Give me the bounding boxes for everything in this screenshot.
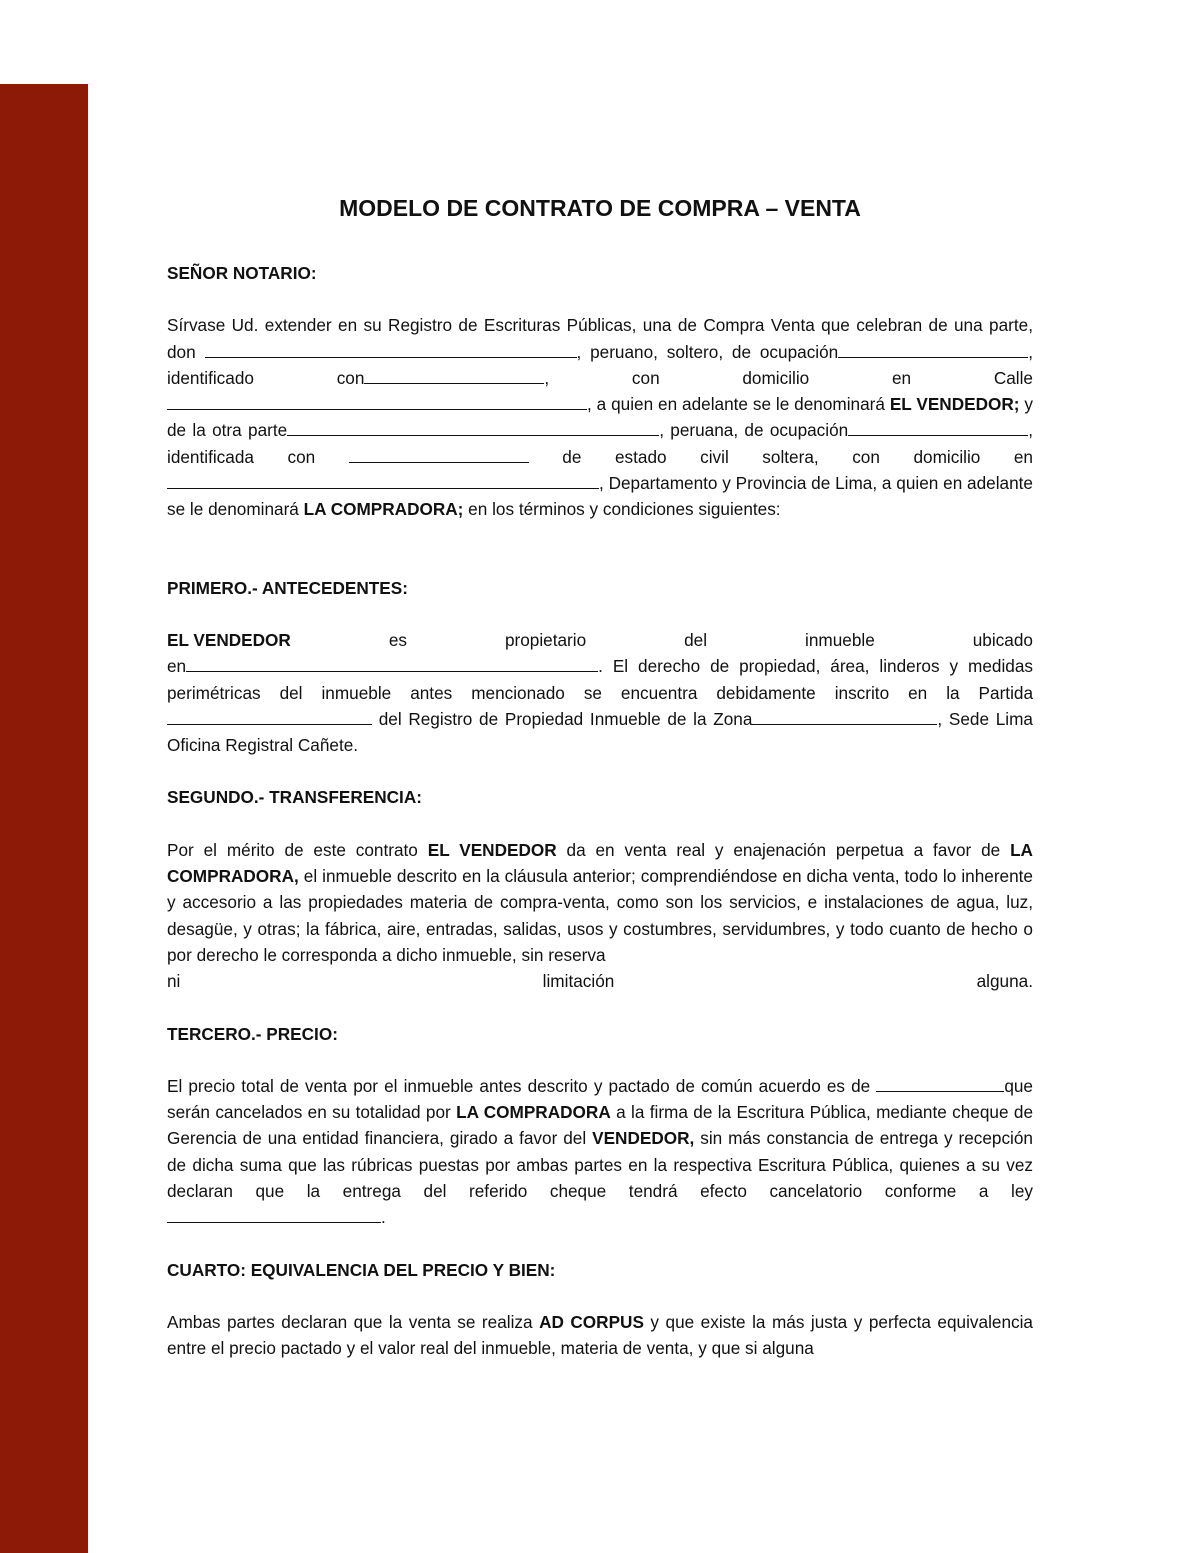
section-primero-heading: PRIMERO.- ANTECEDENTES: — [167, 577, 408, 598]
document-page — [167, 190, 1033, 1388]
blank-buyer-name — [287, 420, 659, 436]
blank-seller-occupation — [838, 342, 1028, 358]
salutation: SEÑOR NOTARIO: — [167, 263, 317, 283]
cuarto-paragraph: Ambas partes declaran que la venta se realiza AD CORPUS y que existe la más justa y perfecta equivalencia entre el precio pactado y el valor real del inmueble, materia de venta, y que si alguna — [167, 1311, 1033, 1359]
blank-seller-name — [205, 342, 577, 358]
blank-zona — [752, 709, 937, 725]
blank-property-location — [186, 656, 598, 672]
primero-line-1: EL VENDEDOR es propietario del inmueble ubicado — [167, 627, 1033, 653]
intro-paragraph: Sírvase Ud. extender en su Registro de Escrituras Públicas, una de Compra Venta que celebran de una parte, don , peruano, soltero, de ocupación , identificado con , con domicilio en Calle, a quien en adelante se le denominará EL VENDEDOR; y de la otra parte , peruana, de ocupación , identificada con de estado civil soltera, con domicilio en, Departamento y Provincia de Lima, a quien en adelante se le denominará LA COMPRADORA; en los términos y condiciones siguientes: — [167, 315, 1033, 520]
section-tercero-heading: TERCERO.- PRECIO: — [167, 1023, 338, 1044]
vendor-label: EL VENDEDOR — [167, 629, 291, 650]
blank-law — [167, 1207, 381, 1223]
primero-paragraph: en . El derecho de propiedad, área, linderos y medidas perimétricas del inmueble antes mencionado se encuentra debidamente inscrito en la Partida del Registro de Propiedad Inmueble de la Zona , Sede Lima Oficina Registral Cañete. — [167, 656, 1033, 756]
blank-price — [876, 1076, 1004, 1092]
blank-buyer-occupation — [848, 420, 1028, 436]
section-cuarto-heading: CUARTO: EQUIVALENCIA DEL PRECIO Y BIEN: — [167, 1259, 556, 1280]
blank-seller-address — [167, 394, 587, 410]
document-title: MODELO DE CONTRATO DE COMPRA – VENTA — [339, 195, 861, 221]
segundo-last-line: ni limitación alguna. — [167, 971, 1033, 992]
tercero-paragraph: El precio total de venta por el inmueble antes descrito y pactado de común acuerdo es de que serán cancelados en su totalidad por LA COMPRADORA a la firma de la Escritura Pública, mediante cheque de Gerencia de una entidad financiera, girado a favor del VENDEDOR, sin más constancia de entrega y recepción de dicha suma que las rúbricas puestas por ambas partes en la respectiva Escritura Pública, quienes a su vez declaran que la entrega del referido cheque tendrá efecto cancelatorio conforme a ley. — [167, 1075, 1034, 1228]
blank-partida — [167, 709, 372, 725]
section-segundo-heading: SEGUNDO.- TRANSFERENCIA: — [167, 787, 422, 808]
decorative-sidebar-bar — [0, 84, 88, 1553]
blank-seller-id — [364, 368, 544, 384]
segundo-paragraph: Por el mérito de este contrato EL VENDEDOR da en venta real y enajenación perpetua a favor de LA COMPRADORA, el inmueble descrito en la cláusula anterior; comprendiéndose en dicha venta, todo lo inherente y accesorio a las propiedades materia de compra-venta, como son los servicios, e instalaciones de agua, luz, desagüe, y otras; la fábrica, aire, entradas, salidas, usos y costumbres, servidumbres, y todo cuanto de hecho o por derecho le corresponda a dicho inmueble, sin reserva — [167, 839, 1033, 965]
blank-buyer-address — [167, 473, 599, 489]
blank-buyer-id — [349, 447, 529, 463]
